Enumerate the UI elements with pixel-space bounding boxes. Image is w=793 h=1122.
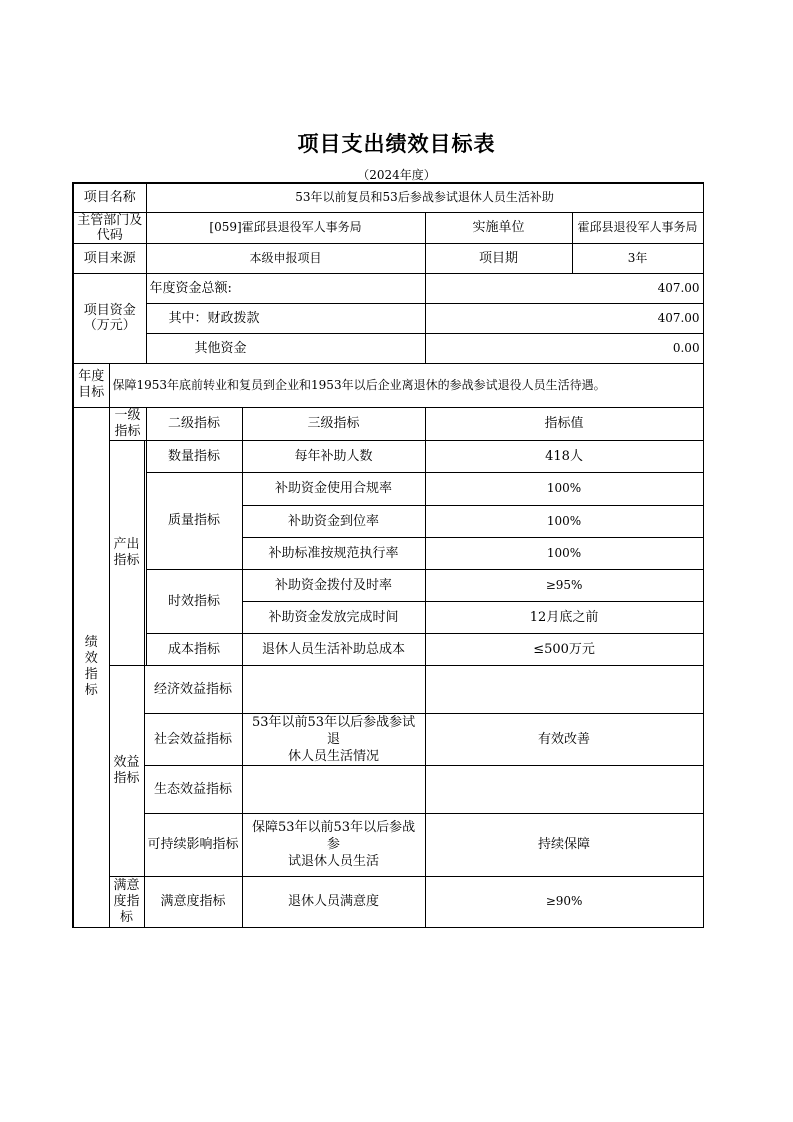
source-label: 项目来源 <box>73 243 146 273</box>
benefit-label-line1: 效益 <box>113 754 140 770</box>
row-timeliness-1 <box>73 569 703 601</box>
economic-item <box>242 665 425 713</box>
timeliness-item-2: 补助资金发放完成时间 <box>242 601 425 633</box>
quality-indicator-name: 质量指标 <box>146 472 242 569</box>
row-satisfaction <box>73 876 703 927</box>
level1-header-line2: 指标 <box>114 423 141 439</box>
output-indicator-label <box>109 440 144 665</box>
timeliness-value-2: 12月底之前 <box>425 601 703 633</box>
output-label-line2: 指标 <box>113 552 140 568</box>
row-project-name <box>73 183 703 212</box>
social-item <box>242 713 425 765</box>
fund-total-label: 年度资金总额: <box>146 273 425 303</box>
ecological-value <box>425 765 703 813</box>
benefit-label-line2: 指标 <box>113 770 140 786</box>
fund-fiscal-value: 407.00 <box>425 303 703 333</box>
quality-value-1: 100% <box>425 472 703 505</box>
ecological-item <box>242 765 425 813</box>
timeliness-indicator-name: 时效指标 <box>146 569 242 633</box>
social-item-line2: 休人员生活情况 <box>288 748 380 764</box>
fund-fiscal-label: 其中：财政拨款 <box>146 303 425 333</box>
funds-label <box>73 273 146 363</box>
benefit-indicator-label <box>109 665 144 876</box>
timeliness-value-1: ≥95% <box>425 569 703 601</box>
project-name-value: 53年以前复员和53后参战参试退休人员生活补助 <box>146 183 703 212</box>
ecological-indicator-name: 生态效益指标 <box>144 765 242 813</box>
goal-text: 保障1953年底前转业和复员到企业和1953年以后企业离退休的参战参试退役人员生活待遇。 <box>109 363 703 407</box>
period-value: 3年 <box>572 243 703 273</box>
fund-total-value: 407.00 <box>425 273 703 303</box>
impl-label: 实施单位 <box>425 212 572 243</box>
row-ecological <box>73 765 703 813</box>
row-annual-goal <box>73 363 703 407</box>
social-value: 有效改善 <box>425 713 703 765</box>
satisfaction-label-line3: 标 <box>119 909 133 925</box>
quality-item-3: 补助标准按规范执行率 <box>242 537 425 569</box>
row-cost <box>73 633 703 665</box>
cost-indicator-name: 成本指标 <box>146 633 242 665</box>
level3-header: 三级指标 <box>242 407 425 440</box>
quantity-item: 每年补助人数 <box>242 440 425 472</box>
sustain-item <box>242 813 425 876</box>
sustain-indicator-name: 可持续影响指标 <box>144 813 242 876</box>
perf-char-4: 标 <box>84 683 98 698</box>
project-name-label: 项目名称 <box>73 183 146 212</box>
page-subtitle: （2024年度） <box>357 168 436 182</box>
level2-header: 二级指标 <box>146 407 242 440</box>
fund-other-label: 其他资金 <box>146 333 425 363</box>
satisfaction-indicator-label <box>109 876 144 927</box>
quantity-indicator-name: 数量指标 <box>146 440 242 472</box>
social-item-line1: 53年以前53年以后参战参试退 <box>251 714 416 747</box>
quality-item-2: 补助资金到位率 <box>242 505 425 537</box>
impl-value: 霍邱县退役军人事务局 <box>572 212 703 243</box>
perf-char-2: 效 <box>84 651 98 666</box>
row-quantity <box>73 440 703 472</box>
dept-value: [059]霍邱县退役军人事务局 <box>146 212 425 243</box>
quality-item-1: 补助资金使用合规率 <box>242 472 425 505</box>
performance-table <box>72 182 704 928</box>
fund-other-value: 0.00 <box>425 333 703 363</box>
goal-label-line2: 目标 <box>78 385 105 400</box>
row-quality-1 <box>73 472 703 505</box>
sustain-value: 持续保障 <box>425 813 703 876</box>
row-sustain <box>73 813 703 876</box>
satisfaction-value: ≥90% <box>425 876 703 927</box>
row-fund-other <box>73 333 703 363</box>
quantity-value: 418人 <box>425 440 703 472</box>
satisfaction-label-line1: 满意 <box>113 877 140 893</box>
row-fund-fiscal <box>73 303 703 333</box>
row-source <box>73 243 703 273</box>
row-economic <box>73 665 703 713</box>
sustain-item-line1: 保障53年以前53年以后参战参 <box>251 820 416 852</box>
page-title: 项目支出绩效目标表 <box>297 132 496 156</box>
funds-label-line1: 项目资金 <box>83 303 136 318</box>
quality-value-3: 100% <box>425 537 703 569</box>
quality-value-2: 100% <box>425 505 703 537</box>
satisfaction-label-line2: 度指 <box>113 893 140 909</box>
perf-char-1: 绩 <box>84 635 98 650</box>
satisfaction-item: 退休人员满意度 <box>242 876 425 927</box>
row-fund-total <box>73 273 703 303</box>
row-department <box>73 212 703 243</box>
row-indicator-header <box>73 407 703 440</box>
economic-indicator-name: 经济效益指标 <box>144 665 242 713</box>
sustain-item-line2: 试退休人员生活 <box>288 854 380 869</box>
period-label: 项目期 <box>425 243 572 273</box>
timeliness-item-1: 补助资金拨付及时率 <box>242 569 425 601</box>
cost-item: 退休人员生活补助总成本 <box>242 633 425 665</box>
row-social <box>73 713 703 765</box>
perf-char-3: 指 <box>84 667 98 682</box>
level1-header <box>109 407 146 440</box>
output-label-line1: 产出 <box>113 536 140 552</box>
perf-indicator-label <box>73 407 109 927</box>
economic-value <box>425 665 703 713</box>
cost-value: ≤500万元 <box>425 633 703 665</box>
dept-label: 主管部门及代码 <box>73 212 146 243</box>
funds-label-line2: （万元） <box>83 318 136 333</box>
social-indicator-name: 社会效益指标 <box>144 713 242 765</box>
source-value: 本级申报项目 <box>146 243 425 273</box>
goal-label <box>73 363 109 407</box>
value-header: 指标值 <box>425 407 703 440</box>
satisfaction-indicator-name: 满意度指标 <box>144 876 242 927</box>
level1-header-line1: 一级 <box>114 407 141 423</box>
goal-label-line1: 年度 <box>78 369 105 384</box>
